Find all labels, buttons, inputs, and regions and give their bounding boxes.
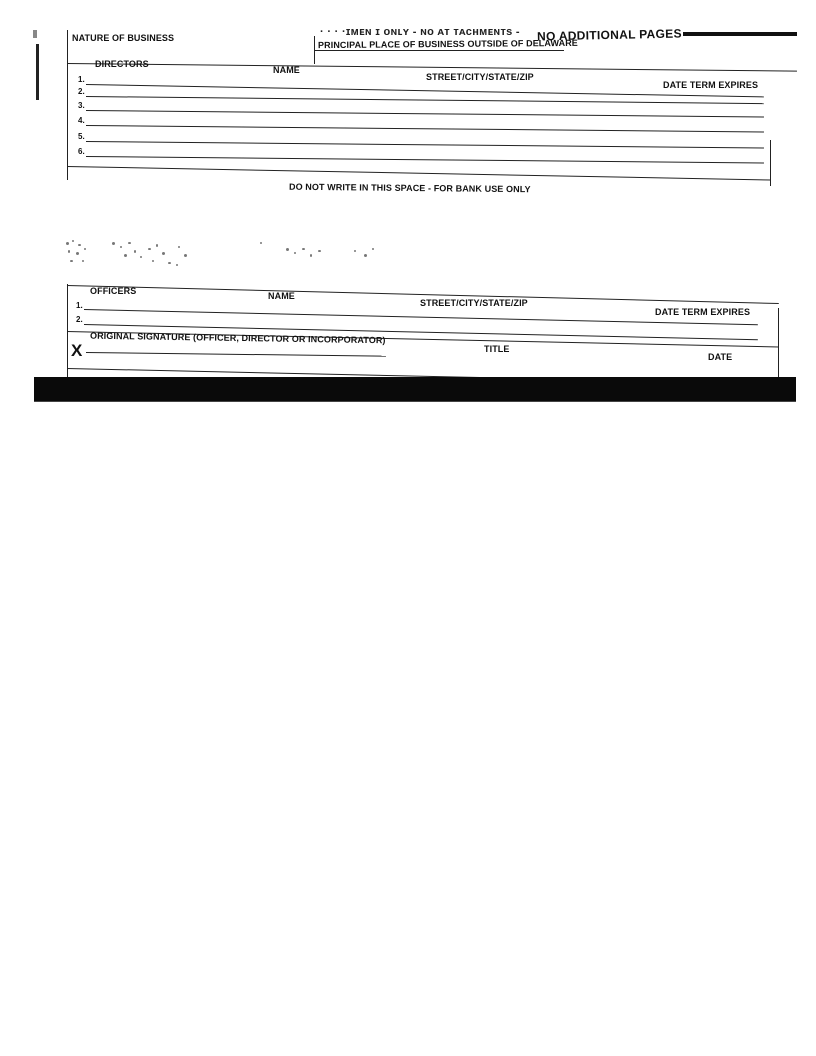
directors-bottom-rule xyxy=(67,166,771,181)
director-row-3-number: 3. xyxy=(78,101,85,110)
officers-term-header: DATE TERM EXPIRES xyxy=(655,307,751,317)
directors-address-header: STREET/CITY/STATE/ZIP xyxy=(426,72,534,82)
director-row-6-line[interactable] xyxy=(86,156,764,164)
nature-of-business-label: NATURE OF BUSINESS xyxy=(72,33,175,43)
bank-use-only-notice: DO NOT WRITE IN THIS SPACE - FOR BANK USE ONLY xyxy=(288,181,531,195)
principal-rule xyxy=(314,50,564,51)
directors-heading: DIRECTORS xyxy=(95,59,149,69)
banner-heading: NO ADDITIONAL PAGES xyxy=(536,26,682,44)
signature-date-label: DATE xyxy=(708,352,733,362)
director-row-1-number: 1. xyxy=(78,75,85,84)
signature-title-label: TITLE xyxy=(484,344,510,354)
scan-mark-top xyxy=(33,30,37,38)
director-row-6-number: 6. xyxy=(78,147,85,156)
signature-x-mark: X xyxy=(71,341,83,360)
top-section-bottom-rule xyxy=(67,63,797,72)
banner-rule xyxy=(683,32,797,36)
form-left-border xyxy=(67,30,68,180)
director-row-2-line[interactable] xyxy=(86,96,764,104)
signature-label: ORIGINAL SIGNATURE (OFFICER, DIRECTOR OR INCORPORATOR) xyxy=(89,330,386,346)
banner-partial: · · · ·ɪᴍᴇɴ ɪ ᴏɴʟʏ - ɴᴏ ᴀᴛ ᴛᴀᴄʜᴍᴇɴᴛs - xyxy=(320,26,520,38)
officer-row-2-number: 2. xyxy=(76,315,83,324)
directors-name-header: NAME xyxy=(273,65,300,75)
director-row-3-line[interactable] xyxy=(86,110,764,118)
scan-band-edge xyxy=(34,401,796,402)
scan-mark-bar xyxy=(36,44,39,100)
officer-row-1-number: 1. xyxy=(76,301,83,310)
director-row-4-number: 4. xyxy=(78,116,85,125)
bank-stamp-area xyxy=(64,238,384,270)
officers-heading: OFFICERS xyxy=(90,286,137,296)
director-row-4-line[interactable] xyxy=(86,125,764,133)
officers-address-header: STREET/CITY/STATE/ZIP xyxy=(420,298,528,308)
signature-line[interactable] xyxy=(86,352,386,357)
scan-black-band xyxy=(34,377,796,401)
director-row-5-number: 5. xyxy=(78,132,85,141)
officers-name-header: NAME xyxy=(268,291,295,301)
directors-term-header: DATE TERM EXPIRES xyxy=(663,80,759,90)
principal-place-label: PRINCIPAL PLACE OF BUSINESS OUTSIDE OF DELAWARE xyxy=(317,37,578,51)
director-row-2-number: 2. xyxy=(78,87,85,96)
director-row-5-line[interactable] xyxy=(86,141,764,149)
